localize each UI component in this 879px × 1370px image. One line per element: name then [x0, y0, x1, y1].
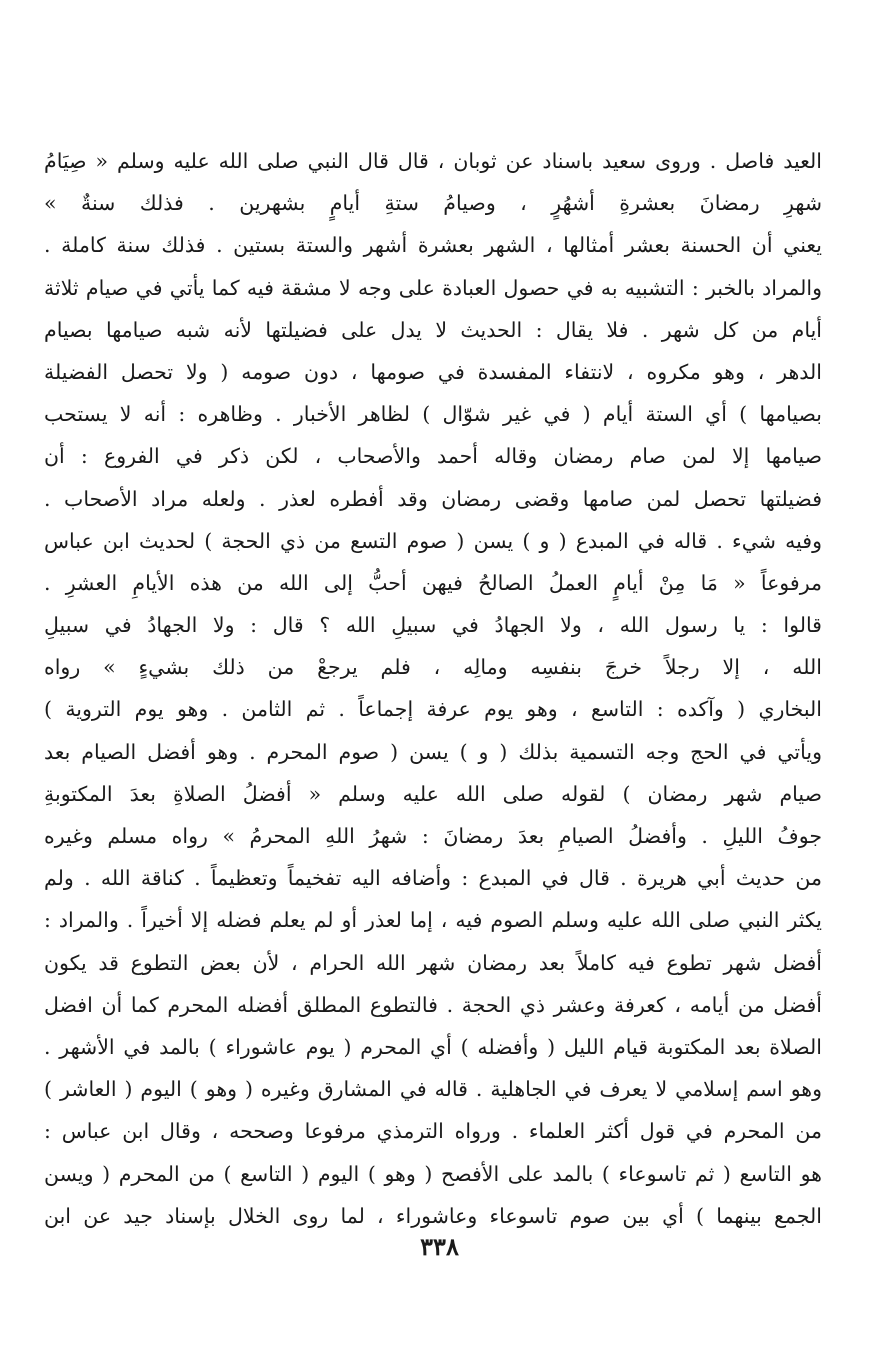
text-line: من المحرم في قول أكثر العلماء . ورواه الترمذي مرفوعا وصححه ، وقال ابن عباس :	[44, 1119, 822, 1144]
text-line: صيام شهر رمضان ) لقوله صلى الله عليه وسلم « أفضلُ الصلاةِ بعدَ المكتوبةِ	[44, 781, 822, 806]
text-line: أيام من كل شهر . فلا يقال : الحديث لا يدل على فضيلتها لأنه شبه صيامها بصيام	[44, 317, 822, 342]
text-line: من حديث أبي هريرة . قال في المبدع : وأضافه اليه تفخيماً وتعظيماً . كناقة الله . ولم	[44, 866, 822, 891]
text-line: وفيه شيء . قاله في المبدع ( و ) يسن ( صوم التسع من ذي الحجة ) لحديث ابن عباس	[44, 528, 822, 553]
text-line: بصيامها ) أي الستة أيام ( في غير شوّال ) لظاهر الأخبار . وظاهره : أنه لا يستحب	[44, 402, 822, 427]
text-line: هو التاسع ( ثم تاسوعاء ) بالمد على الأفصح ( وهو ) اليوم ( التاسع ) من المحرم ( ويسن	[44, 1161, 822, 1186]
text-line: الجمع بينهما ) أي بين صوم تاسوعاء وعاشوراء ، لما روى الخلال بإسناد جيد عن ابن	[44, 1203, 822, 1228]
text-line: أفضل شهر تطوع فيه كاملاً بعد رمضان شهر الله الحرام ، لأن بعض التطوع قد يكون	[44, 950, 822, 975]
text-line: صيامها إلا لمن صام رمضان وقاله أحمد والأصحاب ، لكن ذكر في الفروع : أن	[44, 444, 822, 469]
text-line: مرفوعاً « مَا مِنْ أيامٍ العملُ الصالحُ فيهن أحبُّ إلى الله من هذه الأيامِ العشرِ .	[44, 570, 822, 595]
text-line: الله ، إلا رجلاً خرجَ بنفسِه ومالِه ، فلم يرجعْ من ذلك بشيءٍ » رواه	[44, 655, 822, 680]
text-line: والمراد بالخبر : التشبيه به في حصول العبادة على وجه لا مشقة فيه كما يأتي في صيام ثلاثة	[44, 275, 822, 300]
text-line: وهو اسم إسلامي لا يعرف في الجاهلية . قاله في المشارق وغيره ( وهو ) اليوم ( العاشر )	[44, 1077, 822, 1102]
text-line: يعني أن الحسنة بعشر أمثالها ، الشهر بعشرة أشهر والستة بستين . فذلك سنة كاملة .	[44, 233, 822, 258]
text-line: البخاري ( وآكده : التاسع ، وهو يوم عرفة إجماعاً . ثم الثامن . وهو يوم التروية )	[44, 697, 822, 722]
text-line: فضيلتها تحصل لمن صامها وقضى رمضان وقد أفطره لعذر . ولعله مراد الأصحاب .	[44, 486, 822, 511]
text-line: العيد فاصل . وروى سعيد باسناد عن ثوبان ، قال قال النبي صلى الله عليه وسلم « صِيَامُ	[44, 149, 822, 173]
text-line: يكثر النبي صلى الله عليه وسلم الصوم فيه ، إما لعذر أو لم يعلم فضله إلا أخيراً . والمراد :	[44, 908, 822, 933]
text-line: أفضل من أيامه ، كعرفة وعشر ذي الحجة . فالتطوع المطلق أفضله المحرم كما أن افضل	[44, 992, 822, 1017]
text-line: قالوا : يا رسول الله ، ولا الجهادُ في سبيلِ الله ؟ قال : ولا الجهادُ في سبيلِ	[44, 613, 822, 638]
body-text	[44, 140, 822, 1237]
page-number: ٣٣٨	[420, 1232, 459, 1261]
text-line: شهرِ رمضانَ بعشرةِ أشهُرٍ ، وصيامُ ستةِ أيامٍ بشهرين . فذلك سنةٌ »	[44, 191, 822, 216]
text-line: ويأتي في الحج وجه التسمية بذلك ( و ) يسن ( صوم المحرم . وهو أفضل الصيام بعد	[44, 739, 822, 764]
text-line: الصلاة بعد المكتوبة قيام الليل ( وأفضله ) أي المحرم ( يوم عاشوراء ) بالمد في الأشهر .	[44, 1034, 822, 1059]
text-line: جوفُ الليلِ . وأفضلُ الصيامِ بعدَ رمضانَ : شهرُ اللهِ المحرمُ » رواه مسلم وغيره	[44, 824, 822, 848]
text-line: الدهر ، وهو مكروه ، لانتفاء المفسدة في صومها ، دون صومه ( ولا تحصل الفضيلة	[44, 359, 822, 384]
